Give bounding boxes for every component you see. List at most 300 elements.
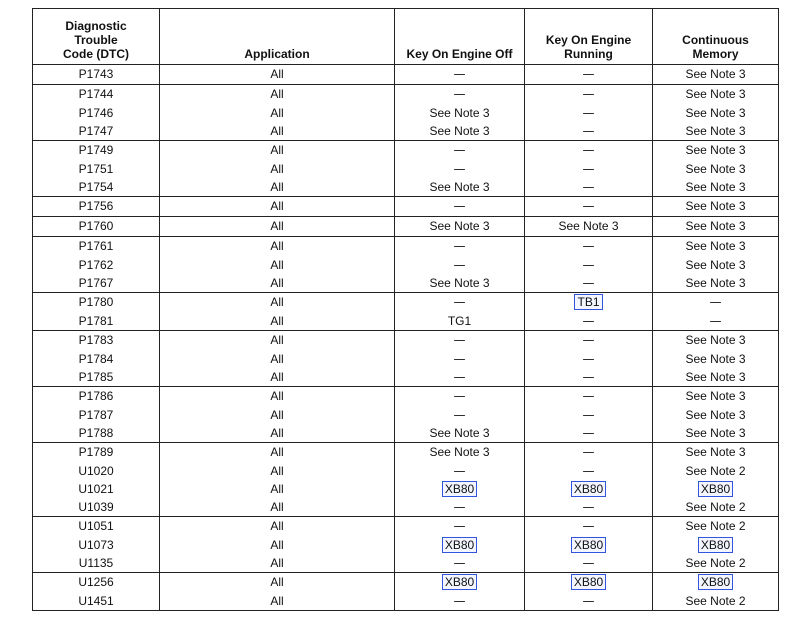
continuous-memory-cell	[653, 554, 779, 573]
continuous-memory-cell	[653, 141, 779, 161]
koeo-cell-value: XB80	[444, 482, 475, 496]
continuous-memory-cell	[653, 160, 779, 178]
dtc-cell-value: P1749	[78, 143, 114, 157]
continuous-memory-cell-value: See Note 2	[685, 594, 746, 608]
koeo-cell-value: —	[453, 333, 466, 347]
koeo-cell-value: —	[453, 519, 466, 533]
continuous-memory-cell-value: See Note 3	[685, 143, 746, 157]
koer-cell-value: —	[582, 408, 595, 422]
continuous-memory-cell-value: See Note 3	[685, 276, 746, 290]
koeo-cell-value: XB80	[444, 575, 475, 589]
continuous-memory-cell	[653, 178, 779, 197]
application-cell	[160, 65, 395, 85]
table-header	[33, 9, 779, 65]
dtc-cell-value: P1743	[78, 67, 114, 81]
koeo-cell-value: —	[453, 199, 466, 213]
koer-cell-value: —	[582, 352, 595, 366]
application-cell-value: All	[270, 482, 284, 496]
continuous-memory-cell-value: See Note 3	[685, 162, 746, 176]
koer-cell-value: —	[582, 445, 595, 459]
koer-cell-value: XB80	[573, 482, 604, 496]
koer-cell	[525, 217, 653, 237]
table-row	[33, 498, 779, 517]
koer-cell	[525, 462, 653, 480]
application-cell-value: All	[270, 67, 284, 81]
koer-cell-value: —	[582, 370, 595, 384]
dtc-cell	[33, 85, 160, 105]
application-cell	[160, 141, 395, 161]
application-cell	[160, 312, 395, 331]
application-cell	[160, 256, 395, 274]
application-cell-value: All	[270, 219, 284, 233]
continuous-memory-cell	[653, 122, 779, 141]
continuous-memory-cell	[653, 274, 779, 293]
continuous-memory-cell	[653, 331, 779, 351]
koeo-cell	[395, 536, 525, 554]
koeo-cell	[395, 160, 525, 178]
dtc-cell-value: P1786	[78, 389, 114, 403]
koeo-cell-value: See Note 3	[429, 276, 490, 290]
application-cell	[160, 424, 395, 443]
koeo-cell-value: XB80	[444, 538, 475, 552]
table-row	[33, 443, 779, 463]
koeo-cell-value: —	[453, 594, 466, 608]
dtc-cell-value: P1787	[78, 408, 114, 422]
koer-cell-value: —	[582, 594, 595, 608]
koer-cell-value: —	[582, 67, 595, 81]
continuous-memory-cell-value: —	[709, 314, 722, 328]
dtc-cell-value: P1789	[78, 445, 114, 459]
dtc-cell-value: P1754	[78, 180, 114, 194]
koeo-cell	[395, 85, 525, 105]
dtc-cell-value: P1756	[78, 199, 114, 213]
application-cell	[160, 517, 395, 537]
koeo-cell-value: —	[453, 67, 466, 81]
application-cell-value: All	[270, 426, 284, 440]
dtc-cell	[33, 312, 160, 331]
dtc-cell	[33, 331, 160, 351]
dtc-cell-value: U1051	[78, 519, 114, 533]
table-row	[33, 122, 779, 141]
continuous-memory-cell	[653, 424, 779, 443]
dtc-cell-value: P1788	[78, 426, 114, 440]
application-cell-value: All	[270, 124, 284, 138]
dtc-cell	[33, 122, 160, 141]
koeo-cell	[395, 443, 525, 463]
koer-cell-value: —	[582, 106, 595, 120]
continuous-memory-cell-value: See Note 3	[685, 445, 746, 459]
application-cell	[160, 178, 395, 197]
application-cell	[160, 498, 395, 517]
application-cell	[160, 368, 395, 387]
koer-cell-value: —	[582, 143, 595, 157]
dtc-cell	[33, 178, 160, 197]
continuous-memory-cell-value: See Note 3	[685, 219, 746, 233]
continuous-memory-cell-value: See Note 3	[685, 389, 746, 403]
table-row	[33, 406, 779, 424]
dtc-cell-value: P1761	[78, 239, 114, 253]
application-cell-value: All	[270, 180, 284, 194]
koer-cell	[525, 312, 653, 331]
table-row	[33, 462, 779, 480]
dtc-cell	[33, 197, 160, 217]
application-cell-value: All	[270, 258, 284, 272]
application-cell-value: All	[270, 276, 284, 290]
table-row	[33, 331, 779, 351]
koer-cell	[525, 554, 653, 573]
header-dtc-line: Code (DTC)	[63, 47, 129, 61]
koeo-cell-value: See Note 3	[429, 219, 490, 233]
continuous-memory-cell	[653, 443, 779, 463]
koer-cell	[525, 293, 653, 313]
continuous-memory-cell	[653, 480, 779, 498]
table-row	[33, 387, 779, 407]
header-application-label: Application	[244, 47, 310, 61]
application-cell	[160, 217, 395, 237]
dtc-cell	[33, 462, 160, 480]
continuous-memory-cell-value: See Note 2	[685, 464, 746, 478]
application-cell-value: All	[270, 162, 284, 176]
continuous-memory-cell-value: See Note 2	[685, 556, 746, 570]
koer-cell-value: —	[582, 87, 595, 101]
continuous-memory-cell	[653, 462, 779, 480]
koer-cell	[525, 592, 653, 611]
dtc-cell-value: P1751	[78, 162, 114, 176]
koeo-cell-value: —	[453, 258, 466, 272]
continuous-memory-cell	[653, 592, 779, 611]
continuous-memory-cell-value: See Note 2	[685, 500, 746, 514]
table-row	[33, 217, 779, 237]
koeo-cell-value: —	[453, 352, 466, 366]
header-koer-line: Key On Engine	[545, 33, 632, 47]
koeo-cell	[395, 178, 525, 197]
application-cell-value: All	[270, 333, 284, 347]
continuous-memory-cell	[653, 387, 779, 407]
dtc-cell-value: P1781	[78, 314, 114, 328]
table-row	[33, 536, 779, 554]
dtc-cell-value: P1760	[78, 219, 114, 233]
koer-cell	[525, 85, 653, 105]
koer-cell-value: See Note 3	[558, 219, 619, 233]
koeo-cell	[395, 573, 525, 593]
koer-cell	[525, 350, 653, 368]
table-row	[33, 256, 779, 274]
dtc-cell	[33, 554, 160, 573]
continuous-memory-cell	[653, 104, 779, 122]
koer-cell-value: —	[582, 239, 595, 253]
koer-cell-value: —	[582, 500, 595, 514]
koeo-cell	[395, 104, 525, 122]
koer-cell-value: —	[582, 314, 595, 328]
dtc-cell	[33, 517, 160, 537]
application-cell	[160, 350, 395, 368]
koer-cell-value: XB80	[573, 538, 604, 552]
continuous-memory-cell-value: See Note 3	[685, 333, 746, 347]
continuous-memory-cell	[653, 237, 779, 257]
table-row	[33, 312, 779, 331]
table-row	[33, 554, 779, 573]
continuous-memory-cell	[653, 573, 779, 593]
koeo-cell	[395, 554, 525, 573]
continuous-memory-cell	[653, 217, 779, 237]
header-koeo	[395, 9, 525, 65]
koeo-cell-value: —	[453, 295, 466, 309]
dtc-cell-value: U1020	[78, 464, 114, 478]
application-cell-value: All	[270, 389, 284, 403]
koer-cell-value: XB80	[573, 575, 604, 589]
header-dtc-line: Diagnostic	[65, 19, 127, 33]
continuous-memory-cell-value: See Note 3	[685, 67, 746, 81]
koer-cell	[525, 274, 653, 293]
application-cell-value: All	[270, 538, 284, 552]
continuous-memory-cell-value: See Note 3	[685, 106, 746, 120]
koer-cell-value: —	[582, 162, 595, 176]
application-cell	[160, 160, 395, 178]
application-cell-value: All	[270, 314, 284, 328]
koer-cell-value: —	[582, 556, 595, 570]
dtc-cell	[33, 443, 160, 463]
dtc-cell	[33, 217, 160, 237]
koer-cell	[525, 178, 653, 197]
koer-cell	[525, 368, 653, 387]
koeo-cell	[395, 480, 525, 498]
koer-cell	[525, 160, 653, 178]
continuous-memory-cell-value: See Note 3	[685, 87, 746, 101]
koer-cell	[525, 141, 653, 161]
koeo-cell-value: —	[453, 87, 466, 101]
dtc-cell-value: P1746	[78, 106, 114, 120]
koer-cell-value: —	[582, 199, 595, 213]
table-row	[33, 85, 779, 105]
dtc-cell-value: U1073	[78, 538, 114, 552]
dtc-cell	[33, 573, 160, 593]
continuous-memory-cell-value: See Note 3	[685, 408, 746, 422]
koer-cell	[525, 256, 653, 274]
continuous-memory-cell-value: See Note 3	[685, 352, 746, 366]
koer-cell	[525, 65, 653, 85]
koer-cell-value: —	[582, 464, 595, 478]
application-cell-value: All	[270, 143, 284, 157]
koeo-cell-value: See Note 3	[429, 106, 490, 120]
application-cell	[160, 274, 395, 293]
dtc-cell-value: U1135	[78, 556, 114, 570]
application-cell	[160, 443, 395, 463]
application-cell-value: All	[270, 500, 284, 514]
continuous-memory-cell	[653, 293, 779, 313]
koeo-cell-value: See Note 3	[429, 124, 490, 138]
koeo-cell	[395, 293, 525, 313]
koeo-cell	[395, 312, 525, 331]
continuous-memory-cell-value: XB80	[700, 482, 731, 496]
koeo-cell-value: —	[453, 556, 466, 570]
table-row	[33, 274, 779, 293]
dtc-cell-value: U1451	[78, 594, 114, 608]
dtc-cell	[33, 256, 160, 274]
koer-cell	[525, 406, 653, 424]
koer-cell	[525, 122, 653, 141]
koeo-cell	[395, 592, 525, 611]
koeo-cell	[395, 331, 525, 351]
table-row	[33, 178, 779, 197]
application-cell	[160, 592, 395, 611]
header-koeo-label: Key On Engine Off	[406, 47, 513, 61]
table-row	[33, 141, 779, 161]
application-cell	[160, 554, 395, 573]
dtc-cell	[33, 293, 160, 313]
koer-cell-value: —	[582, 276, 595, 290]
application-cell-value: All	[270, 87, 284, 101]
application-cell-value: All	[270, 239, 284, 253]
dtc-cell	[33, 387, 160, 407]
koer-cell	[525, 331, 653, 351]
header-cm-line: Memory	[692, 47, 739, 61]
application-cell-value: All	[270, 370, 284, 384]
koeo-cell-value: See Note 3	[429, 426, 490, 440]
koeo-cell	[395, 424, 525, 443]
koeo-cell	[395, 65, 525, 85]
koeo-cell	[395, 350, 525, 368]
koer-cell-value: TB1	[577, 295, 600, 309]
continuous-memory-cell	[653, 498, 779, 517]
dtc-cell	[33, 498, 160, 517]
continuous-memory-cell-value: See Note 3	[685, 180, 746, 194]
koer-cell-value: —	[582, 519, 595, 533]
dtc-cell-value: U1021	[78, 482, 114, 496]
koer-cell-value: —	[582, 389, 595, 403]
application-cell-value: All	[270, 199, 284, 213]
koer-cell	[525, 573, 653, 593]
koer-cell-value: —	[582, 333, 595, 347]
table-row	[33, 480, 779, 498]
dtc-cell	[33, 160, 160, 178]
continuous-memory-cell-value: See Note 3	[685, 239, 746, 253]
header-koer-line: Running	[564, 47, 613, 61]
continuous-memory-cell	[653, 85, 779, 105]
continuous-memory-cell-value: See Note 3	[685, 124, 746, 138]
dtc-cell	[33, 424, 160, 443]
dtc-cell	[33, 406, 160, 424]
application-cell-value: All	[270, 445, 284, 459]
table-row	[33, 592, 779, 611]
continuous-memory-cell	[653, 256, 779, 274]
continuous-memory-cell	[653, 65, 779, 85]
dtc-cell-value: P1744	[78, 87, 114, 101]
dtc-cell	[33, 104, 160, 122]
header-dtc-line: Trouble	[74, 33, 118, 47]
koeo-cell	[395, 387, 525, 407]
dtc-cell-value: P1784	[78, 352, 114, 366]
koeo-cell	[395, 498, 525, 517]
continuous-memory-cell-value: See Note 2	[685, 519, 746, 533]
dtc-cell	[33, 350, 160, 368]
table-row	[33, 197, 779, 217]
continuous-memory-cell	[653, 406, 779, 424]
application-cell	[160, 122, 395, 141]
dtc-cell	[33, 65, 160, 85]
dtc-cell-value: U1256	[78, 575, 114, 589]
koeo-cell-value: —	[453, 408, 466, 422]
koeo-cell-value: —	[453, 464, 466, 478]
koeo-cell-value: —	[453, 143, 466, 157]
dtc-cell-value: P1747	[78, 124, 114, 138]
continuous-memory-cell	[653, 368, 779, 387]
application-cell-value: All	[270, 352, 284, 366]
continuous-memory-cell	[653, 197, 779, 217]
header-application	[160, 9, 395, 65]
table-row	[33, 350, 779, 368]
continuous-memory-cell	[653, 350, 779, 368]
dtc-cell	[33, 237, 160, 257]
koer-cell	[525, 480, 653, 498]
continuous-memory-cell	[653, 517, 779, 537]
koer-cell	[525, 517, 653, 537]
koeo-cell	[395, 517, 525, 537]
table-row	[33, 65, 779, 85]
koeo-cell-value: —	[453, 389, 466, 403]
table-row	[33, 424, 779, 443]
application-cell	[160, 197, 395, 217]
dtc-cell-value: P1762	[78, 258, 114, 272]
dtc-cell	[33, 592, 160, 611]
header-cm-line: Continuous	[682, 33, 749, 47]
application-cell	[160, 85, 395, 105]
table-row	[33, 293, 779, 313]
table-row	[33, 237, 779, 257]
dtc-cell-value: U1039	[78, 500, 114, 514]
koer-cell	[525, 443, 653, 463]
table-row	[33, 573, 779, 593]
application-cell-value: All	[270, 519, 284, 533]
table-row	[33, 104, 779, 122]
dtc-cell	[33, 141, 160, 161]
koeo-cell	[395, 256, 525, 274]
koeo-cell-value: —	[453, 500, 466, 514]
application-cell	[160, 536, 395, 554]
application-cell-value: All	[270, 106, 284, 120]
dtc-cell-value: P1780	[78, 295, 114, 309]
koer-cell	[525, 197, 653, 217]
continuous-memory-cell-value: See Note 3	[685, 370, 746, 384]
koeo-cell	[395, 237, 525, 257]
header-dtc	[33, 9, 160, 65]
header-row	[33, 9, 779, 65]
continuous-memory-cell-value: See Note 3	[685, 258, 746, 272]
application-cell	[160, 237, 395, 257]
application-cell	[160, 293, 395, 313]
table-row	[33, 517, 779, 537]
koer-cell	[525, 237, 653, 257]
koer-cell	[525, 104, 653, 122]
table-row	[33, 368, 779, 387]
koeo-cell	[395, 197, 525, 217]
dtc-cell-value: P1785	[78, 370, 114, 384]
koer-cell	[525, 424, 653, 443]
koeo-cell-value: TG1	[447, 314, 472, 328]
application-cell	[160, 573, 395, 593]
application-cell	[160, 331, 395, 351]
koeo-cell	[395, 217, 525, 237]
application-cell-value: All	[270, 464, 284, 478]
koeo-cell-value: See Note 3	[429, 180, 490, 194]
continuous-memory-cell-value: See Note 3	[685, 426, 746, 440]
header-koer	[525, 9, 653, 65]
koer-cell	[525, 498, 653, 517]
application-cell	[160, 104, 395, 122]
header-continuous-memory	[653, 9, 779, 65]
dtc-cell	[33, 368, 160, 387]
dtc-cell	[33, 480, 160, 498]
dtc-cell-value: P1767	[78, 276, 114, 290]
